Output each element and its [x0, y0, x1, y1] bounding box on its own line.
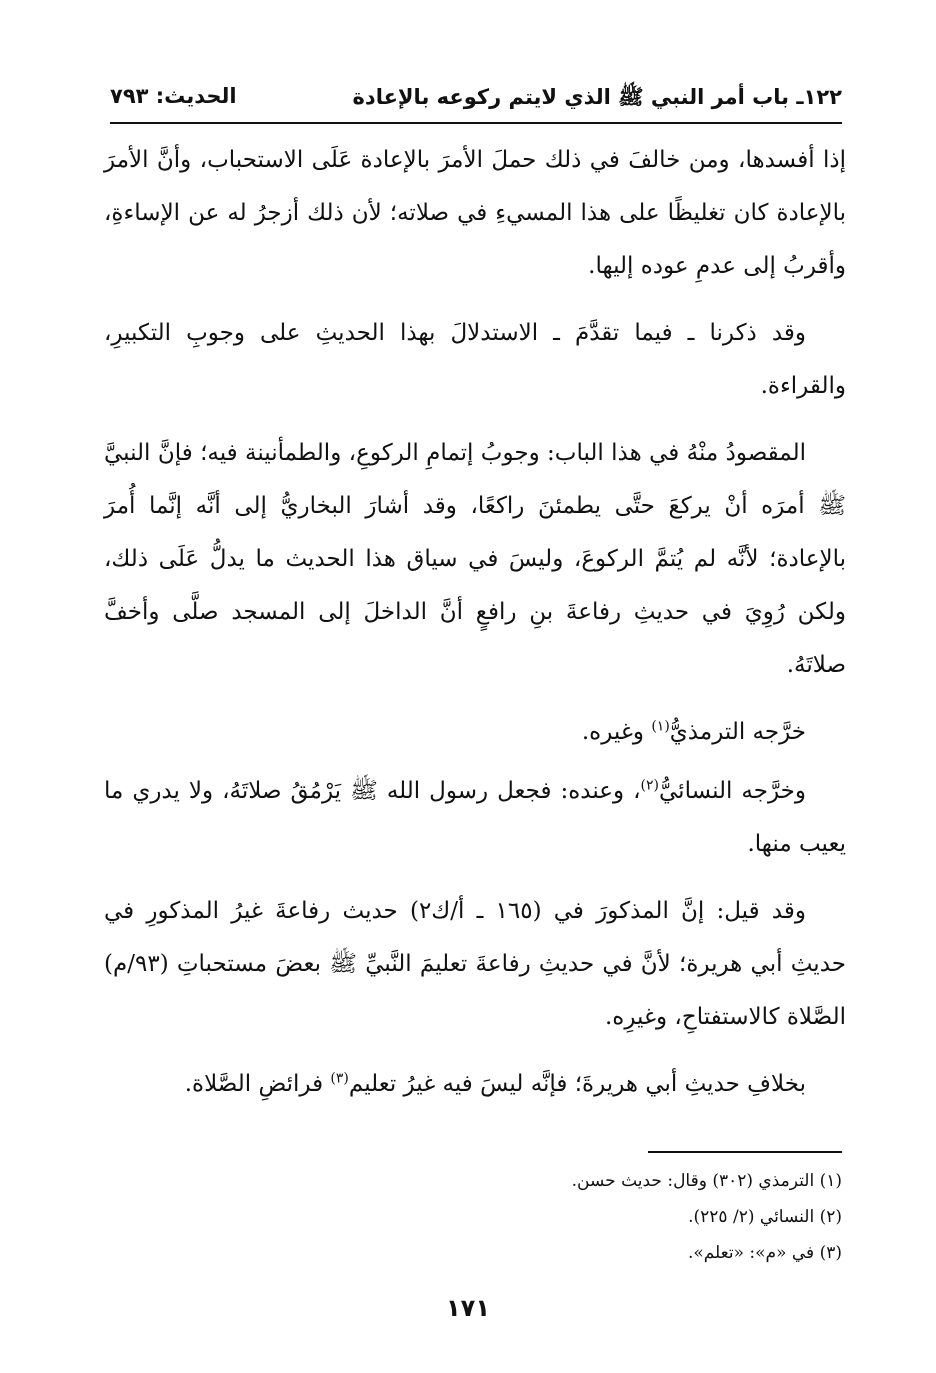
- paragraph: وقد ذكرنا ـ فيما تقدَّمَ ـ الاستدلالَ بهذا الحديثِ على وجوبِ التكبيرِ، والقراءة.: [104, 320, 846, 399]
- footnotes: [300, 1163, 842, 1271]
- footnote: (٣) في «م»: «تعلم».: [687, 1243, 842, 1263]
- footnote-ref[interactable]: (١): [651, 718, 670, 735]
- paragraph-text: خرَّجه الترمذيُّ: [669, 719, 806, 745]
- footnote-ref[interactable]: (٣): [330, 1070, 349, 1087]
- paragraph: [104, 706, 846, 759]
- paragraph: المقصودُ منْهُ في هذا الباب: وجوبُ إتمامِ الركوعِ، والطمأنينة فيه؛ فإنَّ النبيَّ ﷺ أمرَه أنْ يركعَ حتَّى يطمئنَ راكعًا، وقد أشارَ البخاريُّ إلى أنَّه إنَّما أُمرَ بالإعادة؛ لأنَّه لم يُتمَّ الركوعَ، وليسَ في سياق هذا الحديث ما يدلُّ عَلَى ذلك، ولكن رُوِيَ في حديثِ رفاعةَ بنِ رافعٍ أنَّ الداخلَ إلى المسجد صلَّى وأخفَّ صلاتَهُ.: [104, 440, 846, 678]
- header-divider: [110, 122, 842, 124]
- chapter-title: ١٢٢ـ باب أمر النبي ﷺ الذي لايتم ركوعه بالإعادة: [352, 85, 842, 109]
- footnote-divider: [648, 1151, 842, 1153]
- running-header: [110, 78, 842, 118]
- paragraph-text: بخلافِ حديثِ أبي هريرةَ؛ فإنَّه ليسَ فيه غيرُ تعليم: [348, 1071, 806, 1097]
- main-text: [104, 134, 846, 1125]
- paragraph: وقد قيل: إنَّ المذكورَ في (١٦٥ ـ أ/ك٢) حديث رفاعةَ غيرُ المذكورِ في حديثِ أبي هريرة؛ لأنَّ في حديثِ رفاعةَ تعليمَ النَّبيِّ ﷺ بعضَ مستحباتِ (٩٣/م) الصَّلاة كالاستفتاحِ، وغيرِه.: [104, 898, 846, 1030]
- paragraph: [104, 1058, 846, 1111]
- paragraph-text: ، وعنده: فجعل رسول الله ﷺ يَرْمُقُ صلاتَهُ، ولا يدري ما يعيب منها.: [104, 778, 846, 857]
- footnote-ref[interactable]: (٢): [640, 777, 659, 794]
- paragraph-text: فرائضِ الصَّلاة.: [184, 1071, 324, 1097]
- page-number: ١٧١: [446, 1294, 490, 1322]
- paragraph-text: وغيره.: [581, 719, 645, 745]
- hadith-number: الحديث: ٧٩٣: [110, 84, 237, 108]
- paragraph-text: وخرَّجه النسائيُّ: [659, 778, 806, 804]
- paragraph: إذا أفسدها، ومن خالفَ في ذلك حملَ الأمرَ بالإعادة عَلَى الاستحباب، وأنَّ الأمرَ بالإعادة كان تغليظًا على هذا المسيءِ في صلاته؛ لأن ذلك أزجرُ له عن الإساءةِ، وأقربُ إلى عدمِ عوده إليها.: [104, 147, 846, 279]
- footnote: (٢) النسائي (٢/ ٢٢٥).: [688, 1207, 842, 1227]
- footnote: (١) الترمذي (٣٠٢) وقال: حديث حسن.: [571, 1171, 842, 1191]
- paragraph: [104, 765, 846, 871]
